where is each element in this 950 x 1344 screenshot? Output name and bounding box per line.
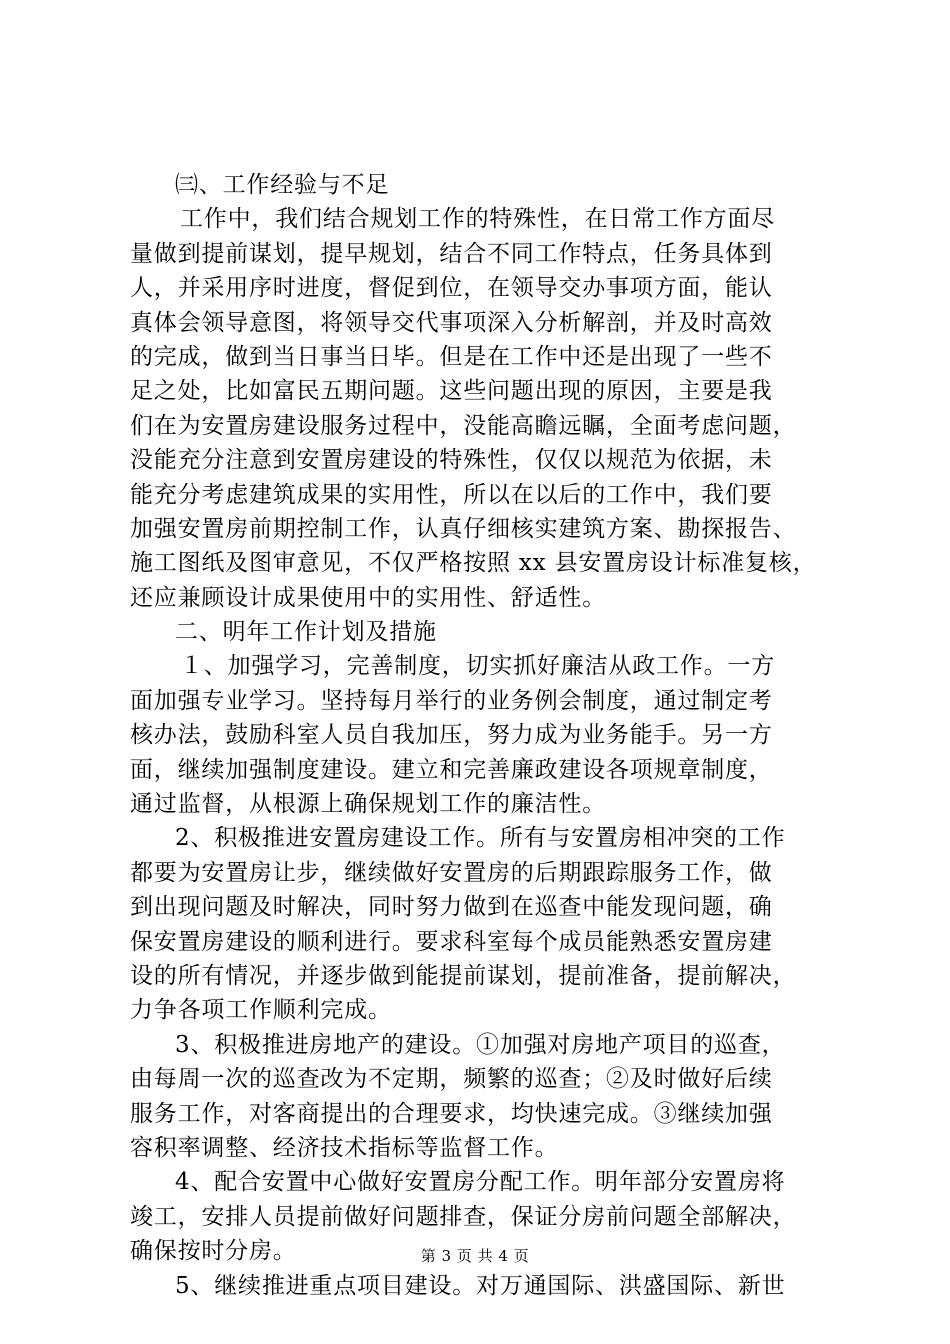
text-line: ㈢、工作经验与不足 [175, 172, 390, 198]
text-line: 真体会领导意图，将领导交代事项深入分析解剖，并及时高效 [130, 309, 773, 336]
text-line: 施工图纸及图审意见，不仅严格按照 xx 县安置房设计标准复核， [130, 550, 817, 577]
text-line: 量做到提前谋划，提早规划，结合不同工作特点，任务具体到 [130, 240, 773, 267]
text-line: 还应兼顾设计成果使用中的实用性、舒适性。 [130, 584, 606, 611]
text-line: 通过监督，从根源上确保规划工作的廉洁性。 [130, 791, 606, 818]
text-line: 人，并采用序时进度，督促到位，在领导交办事项方面，能认 [130, 275, 773, 302]
text-line: 容积率调整、经济技术指标等监督工作。 [130, 1134, 559, 1161]
text-line: 都要为安置房让步，继续做好安置房的后期跟踪服务工作，做 [130, 859, 773, 886]
text-line: 5、继续推进重点项目建设。对万通国际、洪盛国际、新世 [175, 1272, 786, 1299]
text-line: １、加强学习，完善制度，切实抓好廉洁从政工作。一方 [180, 653, 775, 680]
text-line: 保安置房建设的顺利进行。要求科室每个成员能熟悉安置房建 [130, 928, 773, 955]
text-line: 没能充分注意到安置房建设的特殊性，仅仅以规范为依据，未 [130, 447, 773, 474]
text-line: 工作中，我们结合规划工作的特殊性，在日常工作方面尽 [180, 206, 775, 233]
text-line: 能充分考虑建筑成果的实用性，所以在以后的工作中，我们要 [130, 481, 773, 508]
text-line: 由每周一次的巡查改为不定期，频繁的巡查；②及时做好后续 [130, 1066, 773, 1093]
text-line: 4、配合安置中心做好安置房分配工作。明年部分安置房将 [175, 1169, 786, 1196]
page-footer: 第 3 页 共 4 页 [420, 1247, 530, 1265]
text-line: 竣工，安排人员提前做好问题排查，保证分房前问题全部解决， [130, 1203, 797, 1230]
document-body [130, 168, 835, 1303]
text-line: 3、积极推进房地产的建设。①加强对房地产项目的巡查， [175, 1031, 786, 1058]
text-line: 设的所有情况，并逐步做到能提前谋划，提前准备，提前解决， [130, 962, 797, 989]
text-line: 核办法，鼓励科室人员自我加压，努力成为业务能手。另一方 [130, 722, 773, 749]
text-line: 2、积极推进安置房建设工作。所有与安置房相冲突的工作 [175, 825, 786, 852]
text-line: 面加强专业学习。坚持每月举行的业务例会制度，通过制定考 [130, 687, 773, 714]
text-line: 的完成，做到当日事当日毕。但是在工作中还是出现了一些不 [130, 343, 773, 370]
text-line: 面，继续加强制度建设。建立和完善廉政建设各项规章制度， [130, 756, 773, 783]
text-line: 到出现问题及时解决，同时努力做到在巡查中能发现问题，确 [130, 894, 773, 921]
text-line: 加强安置房前期控制工作，认真仔细核实建筑方案、勘探报告、 [130, 515, 797, 542]
text-line: 足之处，比如富民五期问题。这些问题出现的原因，主要是我 [130, 378, 773, 405]
text-line: 服务工作，对客商提出的合理要求，均快速完成。③继续加强 [130, 1100, 773, 1127]
text-line: 们在为安置房建设服务过程中，没能高瞻远瞩，全面考虑问题， [130, 412, 797, 439]
text-line: 二、明年工作计划及措施 [175, 619, 437, 646]
text-line: 力争各项工作顺利完成。 [130, 997, 392, 1024]
text-line: 确保按时分房。 [130, 1238, 297, 1265]
